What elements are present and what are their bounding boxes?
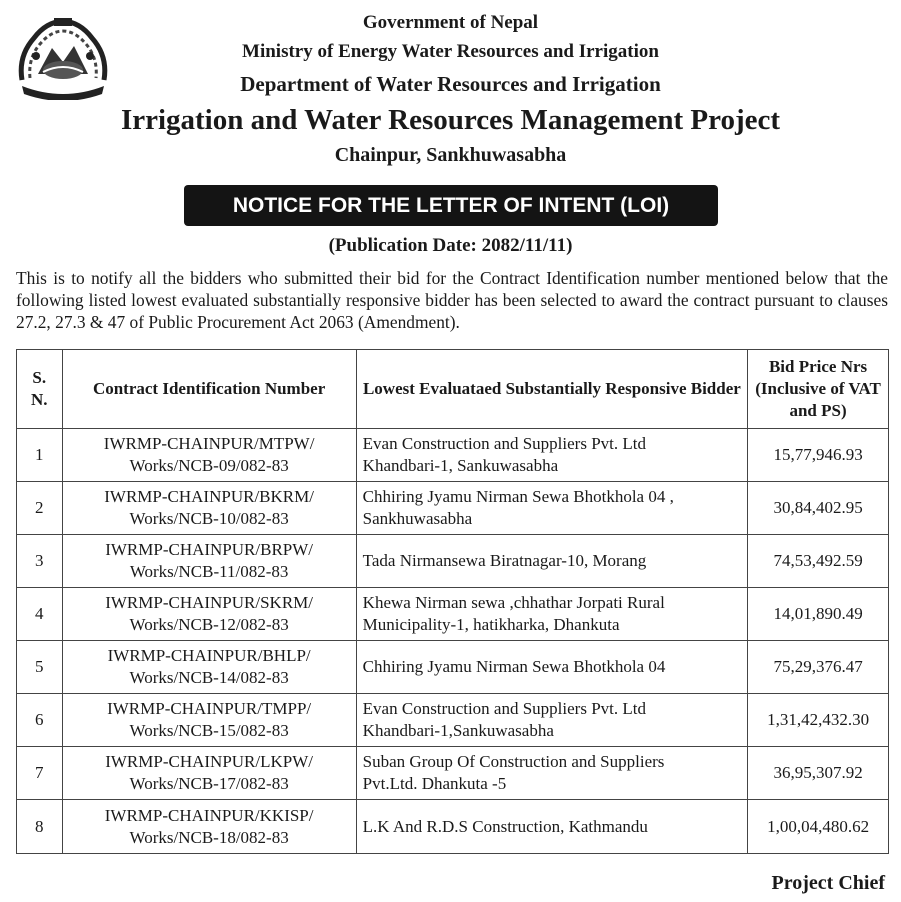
row-sn: 2 <box>17 482 63 535</box>
row-contract-id: IWRMP-CHAINPUR/BHLP/ Works/NCB-14/082-83 <box>62 641 356 694</box>
table-row <box>17 747 889 800</box>
government-name: Government of Nepal <box>362 12 539 33</box>
row-contract-id: IWRMP-CHAINPUR/LKPW/ Works/NCB-17/082-83 <box>62 747 356 800</box>
row-bid-price: 1,00,04,480.62 <box>748 800 889 854</box>
row-contract-id: IWRMP-CHAINPUR/MTPW/ Works/NCB-09/082-83 <box>62 429 356 482</box>
header-contract-id: Contract Identification Number <box>62 350 356 429</box>
project-location: Chainpur, Sankhuwasabha <box>334 144 567 166</box>
department-name: Department of Water Resources and Irrigation <box>240 72 661 96</box>
row-bidder: Chhiring Jyamu Nirman Sewa Bhotkhola 04 , Sankhuwasabha <box>356 482 747 535</box>
row-sn: 8 <box>17 800 63 854</box>
row-sn: 4 <box>17 588 63 641</box>
row-bid-price: 74,53,492.59 <box>748 535 889 588</box>
header-bidder: Lowest Evaluataed Substantially Responsive Bidder <box>356 350 747 429</box>
intro-paragraph: This is to notify all the bidders who submitted their bid for the Contract Identification number mentioned below that the following listed lowest evaluated substantially responsive bidder has been selected to award the contract pursuant to clauses 27.2, 27.3 & 47 of Public Procurement Act 2063 (Amendment). <box>16 268 888 332</box>
table-row <box>17 694 889 747</box>
publication-date: (Publication Date: 2082/11/11) <box>328 235 573 256</box>
table-row <box>17 800 889 854</box>
row-bid-price: 15,77,946.93 <box>748 429 889 482</box>
row-contract-id: IWRMP-CHAINPUR/TMPP/ Works/NCB-15/082-83 <box>62 694 356 747</box>
row-bidder: Evan Construction and Suppliers Pvt. Ltd Khandbari-1,Sankuwasabha <box>356 694 747 747</box>
loi-table <box>16 349 889 854</box>
row-bidder: Khewa Nirman sewa ,chhathar Jorpati Rural Municipality-1, hatikharka, Dhankuta <box>356 588 747 641</box>
signature-project-chief: Project Chief <box>771 872 885 894</box>
row-contract-id: IWRMP-CHAINPUR/KKISP/ Works/NCB-18/082-83 <box>62 800 356 854</box>
row-bidder: Evan Construction and Suppliers Pvt. Ltd Khandbari-1, Sankuwasabha <box>356 429 747 482</box>
row-bid-price: 36,95,307.92 <box>748 747 889 800</box>
row-bid-price: 30,84,402.95 <box>748 482 889 535</box>
ministry-name: Ministry of Energy Water Resources and Irrigation <box>242 41 659 62</box>
row-bidder: Chhiring Jyamu Nirman Sewa Bhotkhola 04 <box>356 641 747 694</box>
table-header-row <box>17 350 889 429</box>
row-sn: 6 <box>17 694 63 747</box>
header-sn: S. N. <box>17 350 63 429</box>
table-row <box>17 641 889 694</box>
notice-title-banner: NOTICE FOR THE LETTER OF INTENT (LOI) <box>184 185 718 226</box>
row-sn: 5 <box>17 641 63 694</box>
row-bid-price: 1,31,42,432.30 <box>748 694 889 747</box>
row-contract-id: IWRMP-CHAINPUR/SKRM/ Works/NCB-12/082-83 <box>62 588 356 641</box>
header-bid-price: Bid Price Nrs (Inclusive of VAT and PS) <box>748 350 889 429</box>
row-sn: 1 <box>17 429 63 482</box>
table-row <box>17 588 889 641</box>
row-contract-id: IWRMP-CHAINPUR/BKRM/ Works/NCB-10/082-83 <box>62 482 356 535</box>
row-bidder: Tada Nirmansewa Biratnagar-10, Morang <box>356 535 747 588</box>
project-name: Irrigation and Water Resources Management Project <box>120 104 781 136</box>
row-contract-id: IWRMP-CHAINPUR/BRPW/ Works/NCB-11/082-83 <box>62 535 356 588</box>
table-row <box>17 482 889 535</box>
row-bid-price: 14,01,890.49 <box>748 588 889 641</box>
row-bidder: L.K And R.D.S Construction, Kathmandu <box>356 800 747 854</box>
row-sn: 3 <box>17 535 63 588</box>
row-sn: 7 <box>17 747 63 800</box>
table-row <box>17 535 889 588</box>
row-bidder: Suban Group Of Construction and Suppliers Pvt.Ltd. Dhankuta -5 <box>356 747 747 800</box>
table-row <box>17 429 889 482</box>
row-bid-price: 75,29,376.47 <box>748 641 889 694</box>
